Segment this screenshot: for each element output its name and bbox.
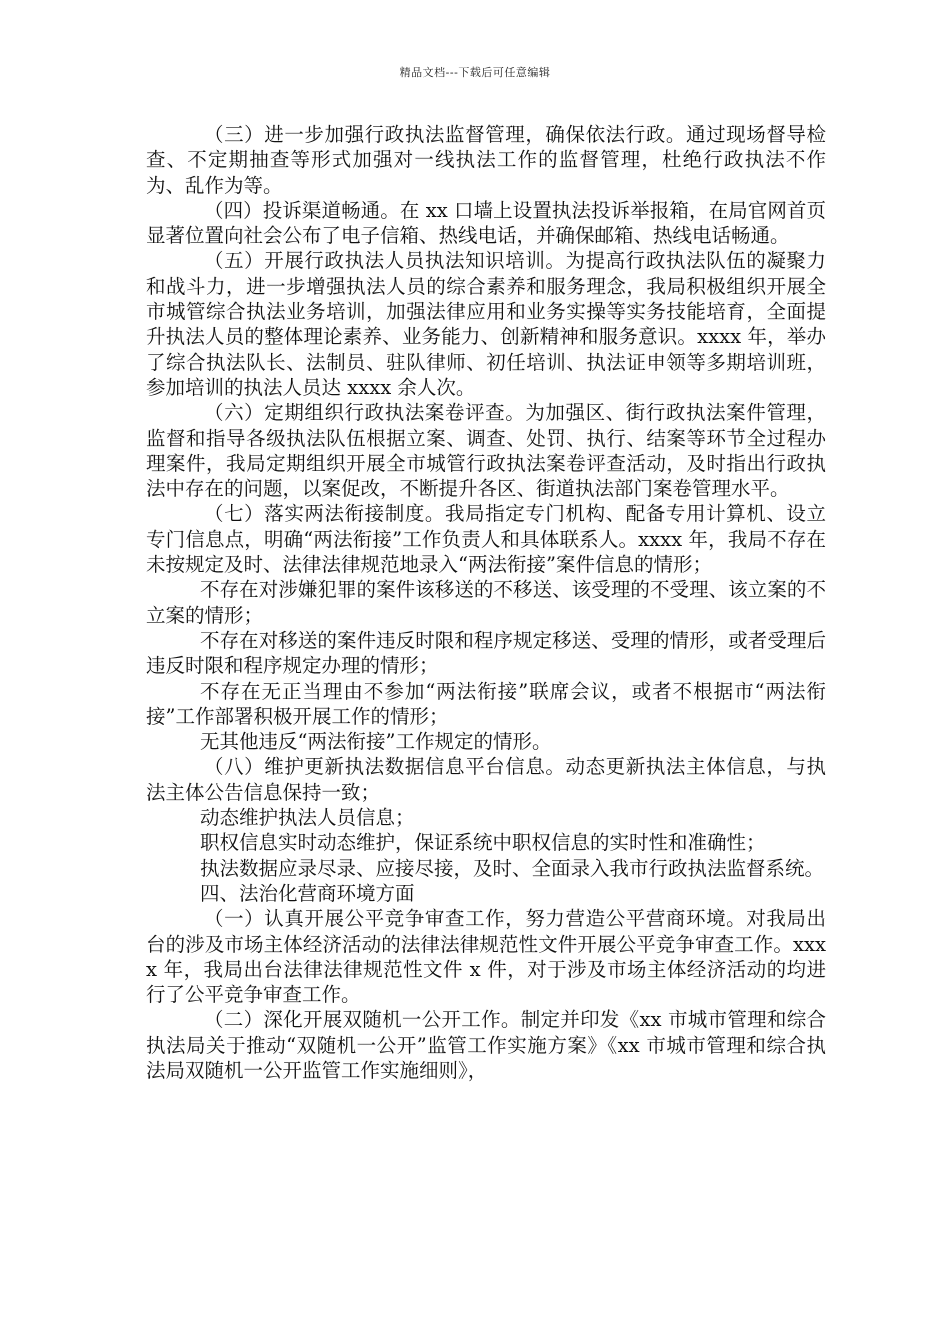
paragraph-supervision: （三）进一步加强行政执法监督管理，确保依法行政。通过现场督导检查、不定期抽查等形式加强对一线执法工作的监督管理，杜绝行政执法不作为、乱作为等。 [146,123,826,197]
paragraph-no-violation: 无其他违反“两法衔接”工作规定的情形。 [200,730,552,754]
paragraph-no-transfer: 不存在对涉嫌犯罪的案件该移送的不移送、该受理的不受理、该立案的不立案的情形； [146,578,826,627]
page-header: 精品文档---下载后可任意编辑 [399,66,551,79]
paragraph-time-limit: 不存在对移送的案件违反时限和程序规定移送、受理的情形，或者受理后违反时限和程序规定办理的情形； [146,628,826,678]
paragraph-joint-meeting: 不存在无正当理由不参加“两法衔接”联席会议，或者不根据市“两法衔接”工作部署积极开展工作的情形； [146,679,826,728]
paragraph-data-platform: （八）维护更新执法数据信息平台信息。动态更新执法主体信息，与执法主体公告信息保持一致； [146,755,826,804]
paragraph-data-entry: 执法数据应录尽录、应接尽接，及时、全面录入我市行政执法监督系统。 [200,856,825,880]
paragraph-personnel-info: 动态维护执法人员信息； [200,806,415,830]
paragraph-two-law-connection: （七）落实两法衔接制度。我局指定专门机构、配备专用计算机、设立专门信息点，明确“两法衔接”工作负责人和具体联系人。xxxx 年，我局不存在未按规定及时、法律法律规范地录入“两法衔接”案件信息的情形； [146,502,826,577]
paragraph-fair-competition: （一）认真开展公平竞争审查工作，努力营造公平营商环境。对我局出台的涉及市场主体经济活动的法律法律规范性文件开展公平竞争审查工作。xxxx 年，我局出台法律法律规范性文件 x 件，对于涉及市场主体经济活动的均进行了公平竞争审查工作。 [146,907,826,1007]
document-body [146,122,826,1083]
paragraph-double-random: （二）深化开展双随机一公开工作。制定并印发《xx 市城市管理和综合执法局关于推动“双随机一公开”监管工作实施方案》《xx 市城市管理和综合执法局双随机一公开监管工作实施细则》， [146,1008,826,1082]
paragraph-complaint-channel: （四）投诉渠道畅通。在 xx 口墙上设置执法投诉举报箱，在局官网首页显著位置向社会公布了电子信箱、热线电话，并确保邮箱、热线电话畅通。 [146,198,826,248]
section-heading-business-environment: 四、法治化营商环境方面 [200,881,415,905]
paragraph-case-review: （六）定期组织行政执法案卷评查。为加强区、街行政执法案件管理，监督和指导各级执法队伍根据立案、调查、处罚、执行、结案等环节全过程办理案件，我局定期组织开展全市城管行政执法案卷评查活动，及时指出行政执法中存在的问题，以案促改，不断提升各区、街道执法部门案卷管理水平。 [146,401,826,501]
paragraph-authority-info: 职权信息实时动态维护，保证系统中职权信息的实时性和准确性； [200,831,766,855]
paragraph-training: （五）开展行政执法人员执法知识培训。为提高行政执法队伍的凝聚力和战斗力，进一步增强执法人员的综合素养和服务理念，我局积极组织开展全市城管综合执法业务培训，加强法律应用和业务实操等实务技能培育，全面提升执法人员的整体理论素养、业务能力、创新精神和服务意识。xxxx 年，举办了综合执法队长、法制员、驻队律师、初任培训、执法证申领等多期培训班，参加培训的执法人员达 xxxx 余人次。 [146,249,826,399]
